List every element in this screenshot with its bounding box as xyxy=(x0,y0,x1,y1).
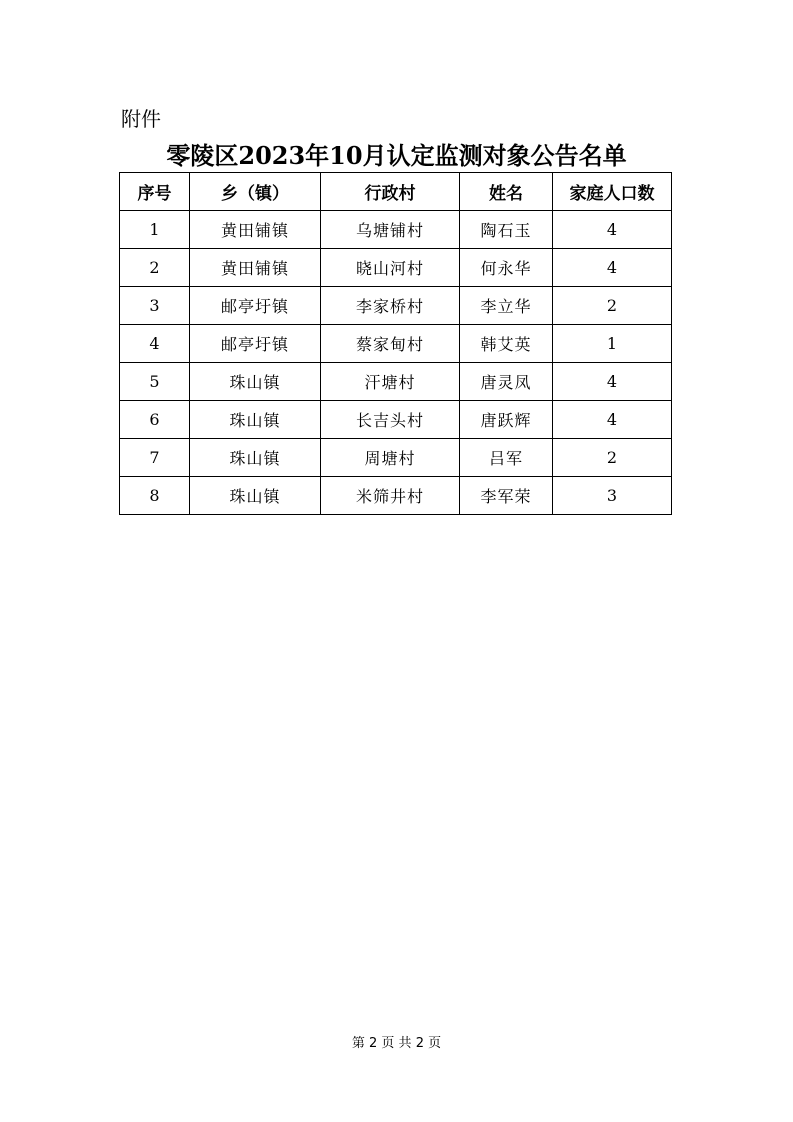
table-row xyxy=(120,401,672,439)
header-name: 姓名 xyxy=(460,173,553,211)
attachment-label: 附件 xyxy=(121,107,161,131)
table-row xyxy=(120,363,672,401)
monitoring-roster-table xyxy=(119,172,672,515)
table-row xyxy=(120,325,672,363)
document-title: 零陵区2023年10月认定监测对象公告名单 xyxy=(166,141,627,170)
cell-household-size: 2 xyxy=(553,287,672,325)
cell-village: 米筛井村 xyxy=(321,477,460,515)
cell-township: 珠山镇 xyxy=(190,439,321,477)
cell-index: 7 xyxy=(120,439,190,477)
cell-village: 蔡家甸村 xyxy=(321,325,460,363)
cell-household-size: 4 xyxy=(553,211,672,249)
cell-household-size: 3 xyxy=(553,477,672,515)
cell-index: 5 xyxy=(120,363,190,401)
cell-name: 李军荣 xyxy=(460,477,553,515)
cell-index: 8 xyxy=(120,477,190,515)
cell-township: 珠山镇 xyxy=(190,477,321,515)
header-village: 行政村 xyxy=(321,173,460,211)
cell-township: 黄田铺镇 xyxy=(190,249,321,287)
cell-name: 何永华 xyxy=(460,249,553,287)
cell-village: 汗塘村 xyxy=(321,363,460,401)
table-row xyxy=(120,287,672,325)
cell-household-size: 4 xyxy=(553,249,672,287)
table-row xyxy=(120,477,672,515)
cell-village: 乌塘铺村 xyxy=(321,211,460,249)
header-household-size: 家庭人口数 xyxy=(553,173,672,211)
page-footer: 第 2 页 共 2 页 xyxy=(351,1036,442,1051)
table-row xyxy=(120,249,672,287)
cell-name: 韩艾英 xyxy=(460,325,553,363)
table-row xyxy=(120,439,672,477)
cell-household-size: 4 xyxy=(553,401,672,439)
cell-name: 唐灵凤 xyxy=(460,363,553,401)
header-index: 序号 xyxy=(120,173,190,211)
cell-index: 2 xyxy=(120,249,190,287)
cell-township: 黄田铺镇 xyxy=(190,211,321,249)
cell-index: 1 xyxy=(120,211,190,249)
cell-index: 3 xyxy=(120,287,190,325)
cell-village: 李家桥村 xyxy=(321,287,460,325)
header-township: 乡（镇） xyxy=(190,173,321,211)
table-row xyxy=(120,211,672,249)
cell-township: 邮亭圩镇 xyxy=(190,287,321,325)
cell-village: 周塘村 xyxy=(321,439,460,477)
cell-village: 晓山河村 xyxy=(321,249,460,287)
cell-village: 长吉头村 xyxy=(321,401,460,439)
cell-household-size: 4 xyxy=(553,363,672,401)
table-header-row xyxy=(120,173,672,211)
cell-name: 李立华 xyxy=(460,287,553,325)
cell-household-size: 2 xyxy=(553,439,672,477)
cell-township: 邮亭圩镇 xyxy=(190,325,321,363)
cell-name: 吕军 xyxy=(460,439,553,477)
cell-name: 陶石玉 xyxy=(460,211,553,249)
cell-household-size: 1 xyxy=(553,325,672,363)
cell-township: 珠山镇 xyxy=(190,401,321,439)
cell-name: 唐跃辉 xyxy=(460,401,553,439)
cell-index: 6 xyxy=(120,401,190,439)
cell-township: 珠山镇 xyxy=(190,363,321,401)
cell-index: 4 xyxy=(120,325,190,363)
